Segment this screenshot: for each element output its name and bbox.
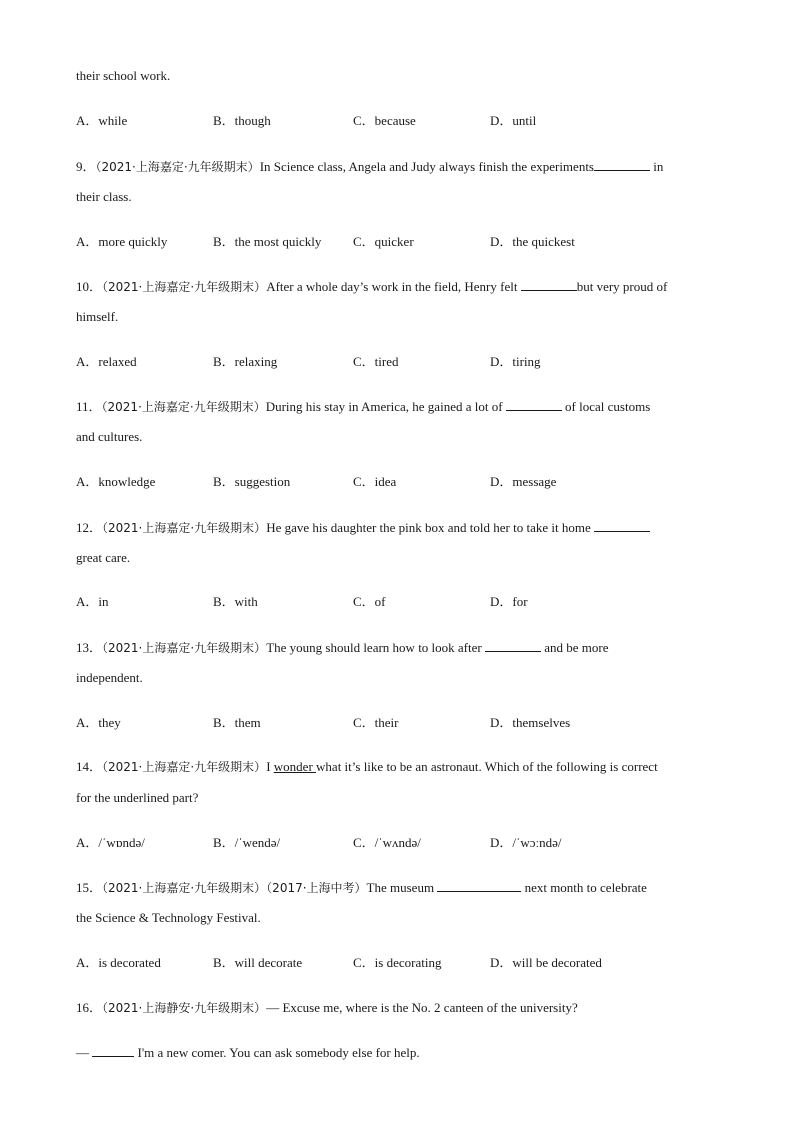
option-b: B．though (213, 113, 271, 128)
option-c: C．/ˈwʌndə/ (353, 835, 421, 850)
option-a: A．more quickly (76, 234, 168, 249)
question-stem (76, 158, 663, 175)
option-b: B．the most quickly (213, 234, 322, 249)
option-a: A．relaxed (76, 354, 137, 369)
answer-blank (92, 1044, 134, 1057)
question-number: 10． (76, 279, 103, 294)
option-b: B．them (213, 715, 261, 730)
underlined-word: wonder (273, 759, 317, 774)
question-source: （2021·上海嘉定·九年级期末）（2017·上海中考） (102, 881, 367, 895)
stem-continuation: for the underlined part? (76, 790, 199, 805)
stem-text: I (266, 759, 274, 774)
stem-text: but very proud of (576, 279, 668, 294)
option-c: C．because (353, 113, 416, 128)
question-stem (76, 278, 667, 295)
option-b: B．relaxing (213, 354, 278, 369)
question-number: 13． (76, 640, 103, 655)
option-c: C．is decorating (353, 955, 442, 970)
option-b: B．will decorate (213, 955, 303, 970)
question-stem (76, 639, 609, 656)
question-stem (76, 879, 647, 896)
stem-text: what it’s like to be an astronaut. Which of the following is correct (316, 759, 658, 774)
stem-text: — Excuse me, where is the No. 2 canteen of the university? (266, 1000, 578, 1015)
option-d: D．will be decorated (490, 955, 602, 970)
option-a: A．in (76, 594, 109, 609)
stem-text: The museum (366, 880, 438, 895)
option-d: D．until (490, 113, 537, 128)
question-source: （2021·上海嘉定·九年级期末） (102, 760, 267, 774)
option-d: D．for (490, 594, 528, 609)
dash-prefix: — (76, 1045, 93, 1060)
answer-blank (437, 879, 521, 892)
question-number: 15． (76, 880, 103, 895)
answer-blank (594, 158, 650, 171)
answer-blank (506, 398, 562, 411)
stem-text: next month to celebrate (521, 880, 647, 895)
question-source: （2021·上海嘉定·九年级期末） (101, 400, 266, 414)
option-b: B．/ˈwendə/ (213, 835, 281, 850)
dialogue-response (76, 1044, 420, 1061)
stem-text: In Science class, Angela and Judy always finish the experiments (259, 159, 594, 174)
stem-text: The young should learn how to look after (266, 640, 485, 655)
stem-text: and be more (540, 640, 609, 655)
option-a: A．knowledge (76, 474, 156, 489)
question-source: （2021·上海嘉定·九年级期末） (102, 521, 267, 535)
option-d: D．message (490, 474, 557, 489)
option-c: C．tired (353, 354, 399, 369)
stem-continuation: the Science & Technology Festival. (76, 910, 261, 925)
option-a: A．/ˈwɒndə/ (76, 835, 145, 850)
option-a: A．while (76, 113, 128, 128)
option-d: D．tiring (490, 354, 541, 369)
question-stem (76, 1000, 578, 1016)
option-a: A．is decorated (76, 955, 161, 970)
option-d: D．the quickest (490, 234, 575, 249)
question-number: 11． (76, 399, 102, 414)
question-source: （2021·上海嘉定·九年级期末） (102, 641, 267, 655)
answer-blank (485, 639, 541, 652)
option-c: C．quicker (353, 234, 414, 249)
answer-blank (594, 519, 650, 532)
question-number: 9． (76, 159, 96, 174)
question-number: 12． (76, 520, 103, 535)
question-stem (76, 759, 658, 775)
option-c: C．of (353, 594, 386, 609)
option-d: D．themselves (490, 715, 571, 730)
stem-continuation: great care. (76, 550, 131, 565)
question-number: 16． (76, 1000, 103, 1015)
stem-continuation: himself. (76, 309, 119, 324)
stem-text: of local customs (561, 399, 651, 414)
stem-text: I'm a new comer. You can ask somebody else for help. (134, 1045, 420, 1060)
stem-text: He gave his daughter the pink box and told her to take it home (266, 520, 594, 535)
question-stem (76, 519, 650, 536)
question-number: 14． (76, 759, 103, 774)
stem-continuation: and cultures. (76, 429, 143, 444)
question-stem (76, 398, 650, 415)
option-c: C．idea (353, 474, 397, 489)
stem-continuation: independent. (76, 670, 143, 685)
option-b: B．suggestion (213, 474, 291, 489)
stem-text: After a whole day’s work in the field, Henry felt (266, 279, 521, 294)
option-d: D．/ˈwɔːndə/ (490, 835, 562, 850)
stem-text: During his stay in America, he gained a lot of (265, 399, 506, 414)
question-source: （2021·上海嘉定·九年级期末） (102, 280, 267, 294)
lead-in-text: their school work. (76, 68, 171, 83)
option-a: A．they (76, 715, 121, 730)
question-source: （2021·上海嘉定·九年级期末） (95, 160, 260, 174)
answer-blank (521, 278, 577, 291)
stem-text: in (650, 159, 664, 174)
option-b: B．with (213, 594, 258, 609)
stem-continuation: their class. (76, 189, 132, 204)
option-c: C．their (353, 715, 399, 730)
question-source: （2021·上海静安·九年级期末） (102, 1001, 267, 1015)
